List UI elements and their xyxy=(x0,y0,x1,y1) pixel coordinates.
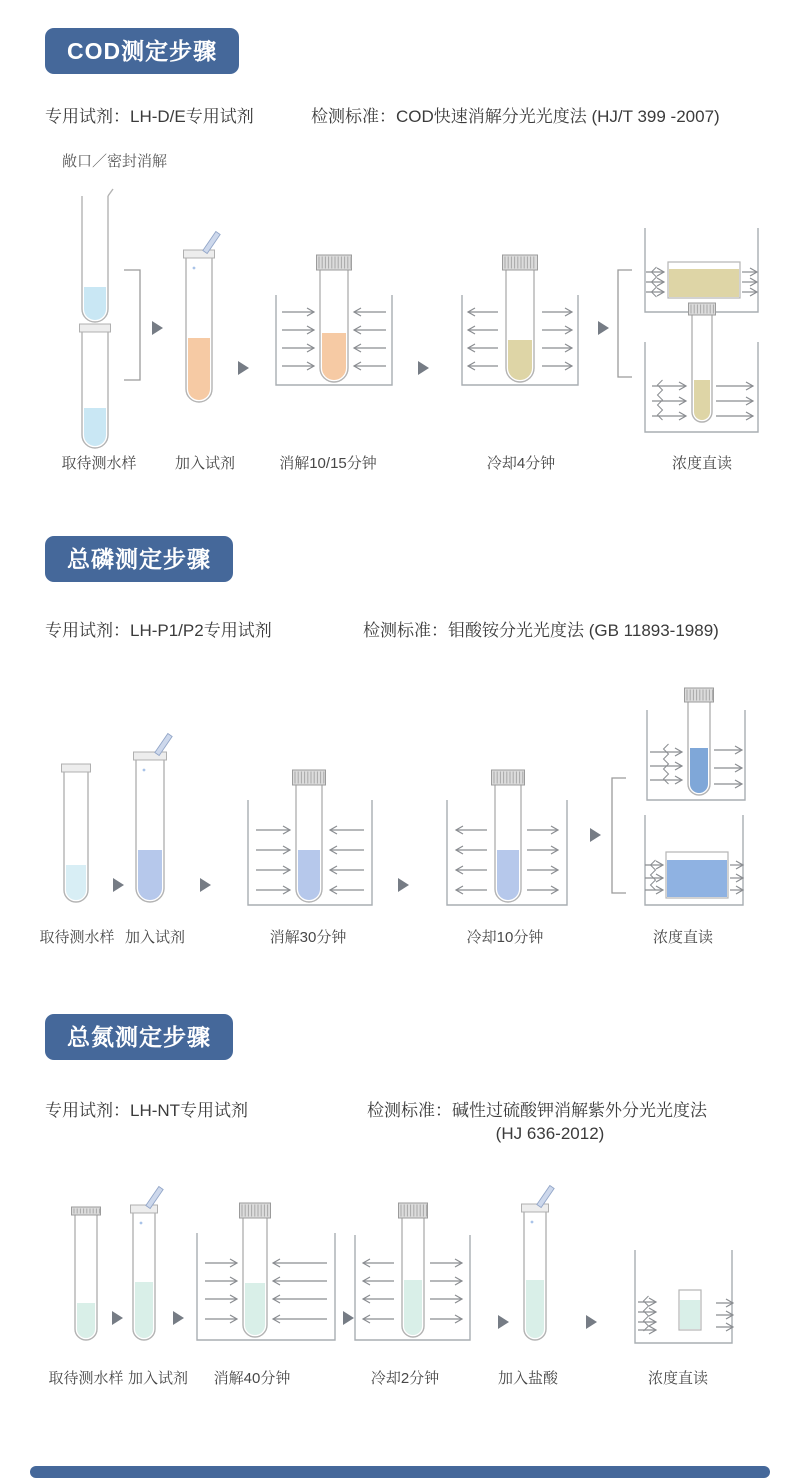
tube-liquid xyxy=(694,380,710,420)
reagent-drop xyxy=(193,267,196,270)
cod-section-title: COD测定步骤 xyxy=(67,38,218,64)
cuvette-liquid xyxy=(669,269,739,297)
tube-liquid xyxy=(298,850,320,900)
cod-section-title-badge xyxy=(45,28,239,74)
step-label: 取待测水样 xyxy=(39,929,115,946)
next-step-arrow-icon xyxy=(173,1311,184,1325)
tp-section-title-badge xyxy=(45,536,233,582)
step-label: 冷却10分钟 xyxy=(466,929,544,946)
tp-procedure-diagram xyxy=(0,680,800,990)
tp-standard-text: 检测标准：钼酸铵分光光度法 (GB 11893-1989) xyxy=(363,621,719,640)
tube-screw-cap xyxy=(689,303,716,315)
step-label: 加入盐酸 xyxy=(497,1370,559,1387)
step-label: 冷却2分钟 xyxy=(370,1370,440,1387)
tube-liquid xyxy=(526,1280,544,1338)
step-label: 取待测水样 xyxy=(61,455,137,472)
grouping-bracket xyxy=(612,778,626,893)
tube-cap xyxy=(184,250,215,258)
tube-liquid xyxy=(135,1282,153,1338)
next-step-arrow-icon xyxy=(498,1315,509,1329)
tp-section-title: 总磷测定步骤 xyxy=(67,546,211,572)
tn-standard-text-line2: (HJ 636-2012) xyxy=(495,1124,605,1143)
tn-reagent-text: 专用试剂：LH-NT专用试剂 xyxy=(45,1101,249,1120)
cod-digestion-note: 敞口／密封消解 xyxy=(62,153,168,170)
tn-procedure-diagram xyxy=(0,1185,800,1400)
tube-liquid xyxy=(690,748,708,793)
step-label: 冷却4分钟 xyxy=(486,455,556,472)
next-step-arrow-icon xyxy=(590,828,601,842)
next-step-arrow-icon xyxy=(238,361,249,375)
step-label: 浓度直读 xyxy=(652,929,714,946)
tube-liquid xyxy=(66,865,86,900)
step-label: 消解30分钟 xyxy=(269,929,347,946)
step-label: 浓度直读 xyxy=(647,1370,709,1387)
tube-liquid xyxy=(188,338,210,400)
tube-cap xyxy=(62,764,91,772)
next-step-arrow-icon xyxy=(152,321,163,335)
cuvette-liquid xyxy=(667,860,727,897)
grouping-bracket xyxy=(618,270,632,377)
next-step-arrow-icon xyxy=(200,878,211,892)
tube-liquid xyxy=(404,1280,422,1335)
step-label: 取待测水样 xyxy=(48,1370,124,1387)
tn-section-title: 总氮测定步骤 xyxy=(67,1024,211,1050)
next-step-arrow-icon xyxy=(343,1311,354,1325)
step-label: 加入试剂 xyxy=(124,929,186,946)
step-label: 加入试剂 xyxy=(174,455,236,472)
tp-reagent-text: 专用试剂：LH-P1/P2专用试剂 xyxy=(45,621,272,640)
reagent-drop xyxy=(531,1221,534,1224)
step-label: 加入试剂 xyxy=(127,1370,189,1387)
light-squiggle xyxy=(644,1296,649,1331)
tube-liquid xyxy=(322,333,346,380)
next-step-arrow-icon xyxy=(112,1311,123,1325)
reagent-drop xyxy=(143,769,146,772)
light-squiggle xyxy=(664,744,669,784)
tube-liquid xyxy=(245,1283,265,1335)
tube-liquid xyxy=(77,1303,95,1338)
reagent-drop xyxy=(140,1222,143,1225)
next-step-arrow-icon xyxy=(586,1315,597,1329)
tube-cap xyxy=(80,324,111,332)
grouping-bracket xyxy=(124,270,140,380)
tube-liquid xyxy=(84,287,106,320)
step-label: 消解10/15分钟 xyxy=(279,455,377,472)
tube-cap xyxy=(522,1204,549,1212)
next-step-arrow-icon xyxy=(418,361,429,375)
cod-standard-text: 检测标准：COD快速消解分光光度法 (HJ/T 399 -2007) xyxy=(311,107,720,126)
cuvette-liquid xyxy=(680,1300,700,1329)
tn-section-title-badge xyxy=(45,1014,233,1060)
next-step-arrow-icon xyxy=(398,878,409,892)
tube-cap xyxy=(134,752,167,760)
tube-liquid xyxy=(138,850,162,900)
tube-liquid xyxy=(508,340,532,380)
tube-liquid xyxy=(84,408,106,446)
footer-accent-bar xyxy=(30,1466,770,1478)
next-step-arrow-icon xyxy=(598,321,609,335)
tn-standard-text: 检测标准：碱性过硫酸钾消解紫外分光光度法 xyxy=(367,1101,707,1120)
next-step-arrow-icon xyxy=(113,878,124,892)
cod-reagent-text: 专用试剂：LH-D/E专用试剂 xyxy=(45,107,254,126)
step-label: 浓度直读 xyxy=(671,455,733,472)
step-label: 消解40分钟 xyxy=(213,1370,291,1387)
tube-liquid xyxy=(497,850,519,900)
tube-lip xyxy=(108,189,113,196)
tube-cap xyxy=(131,1205,158,1213)
cod-procedure-diagram xyxy=(0,170,800,490)
